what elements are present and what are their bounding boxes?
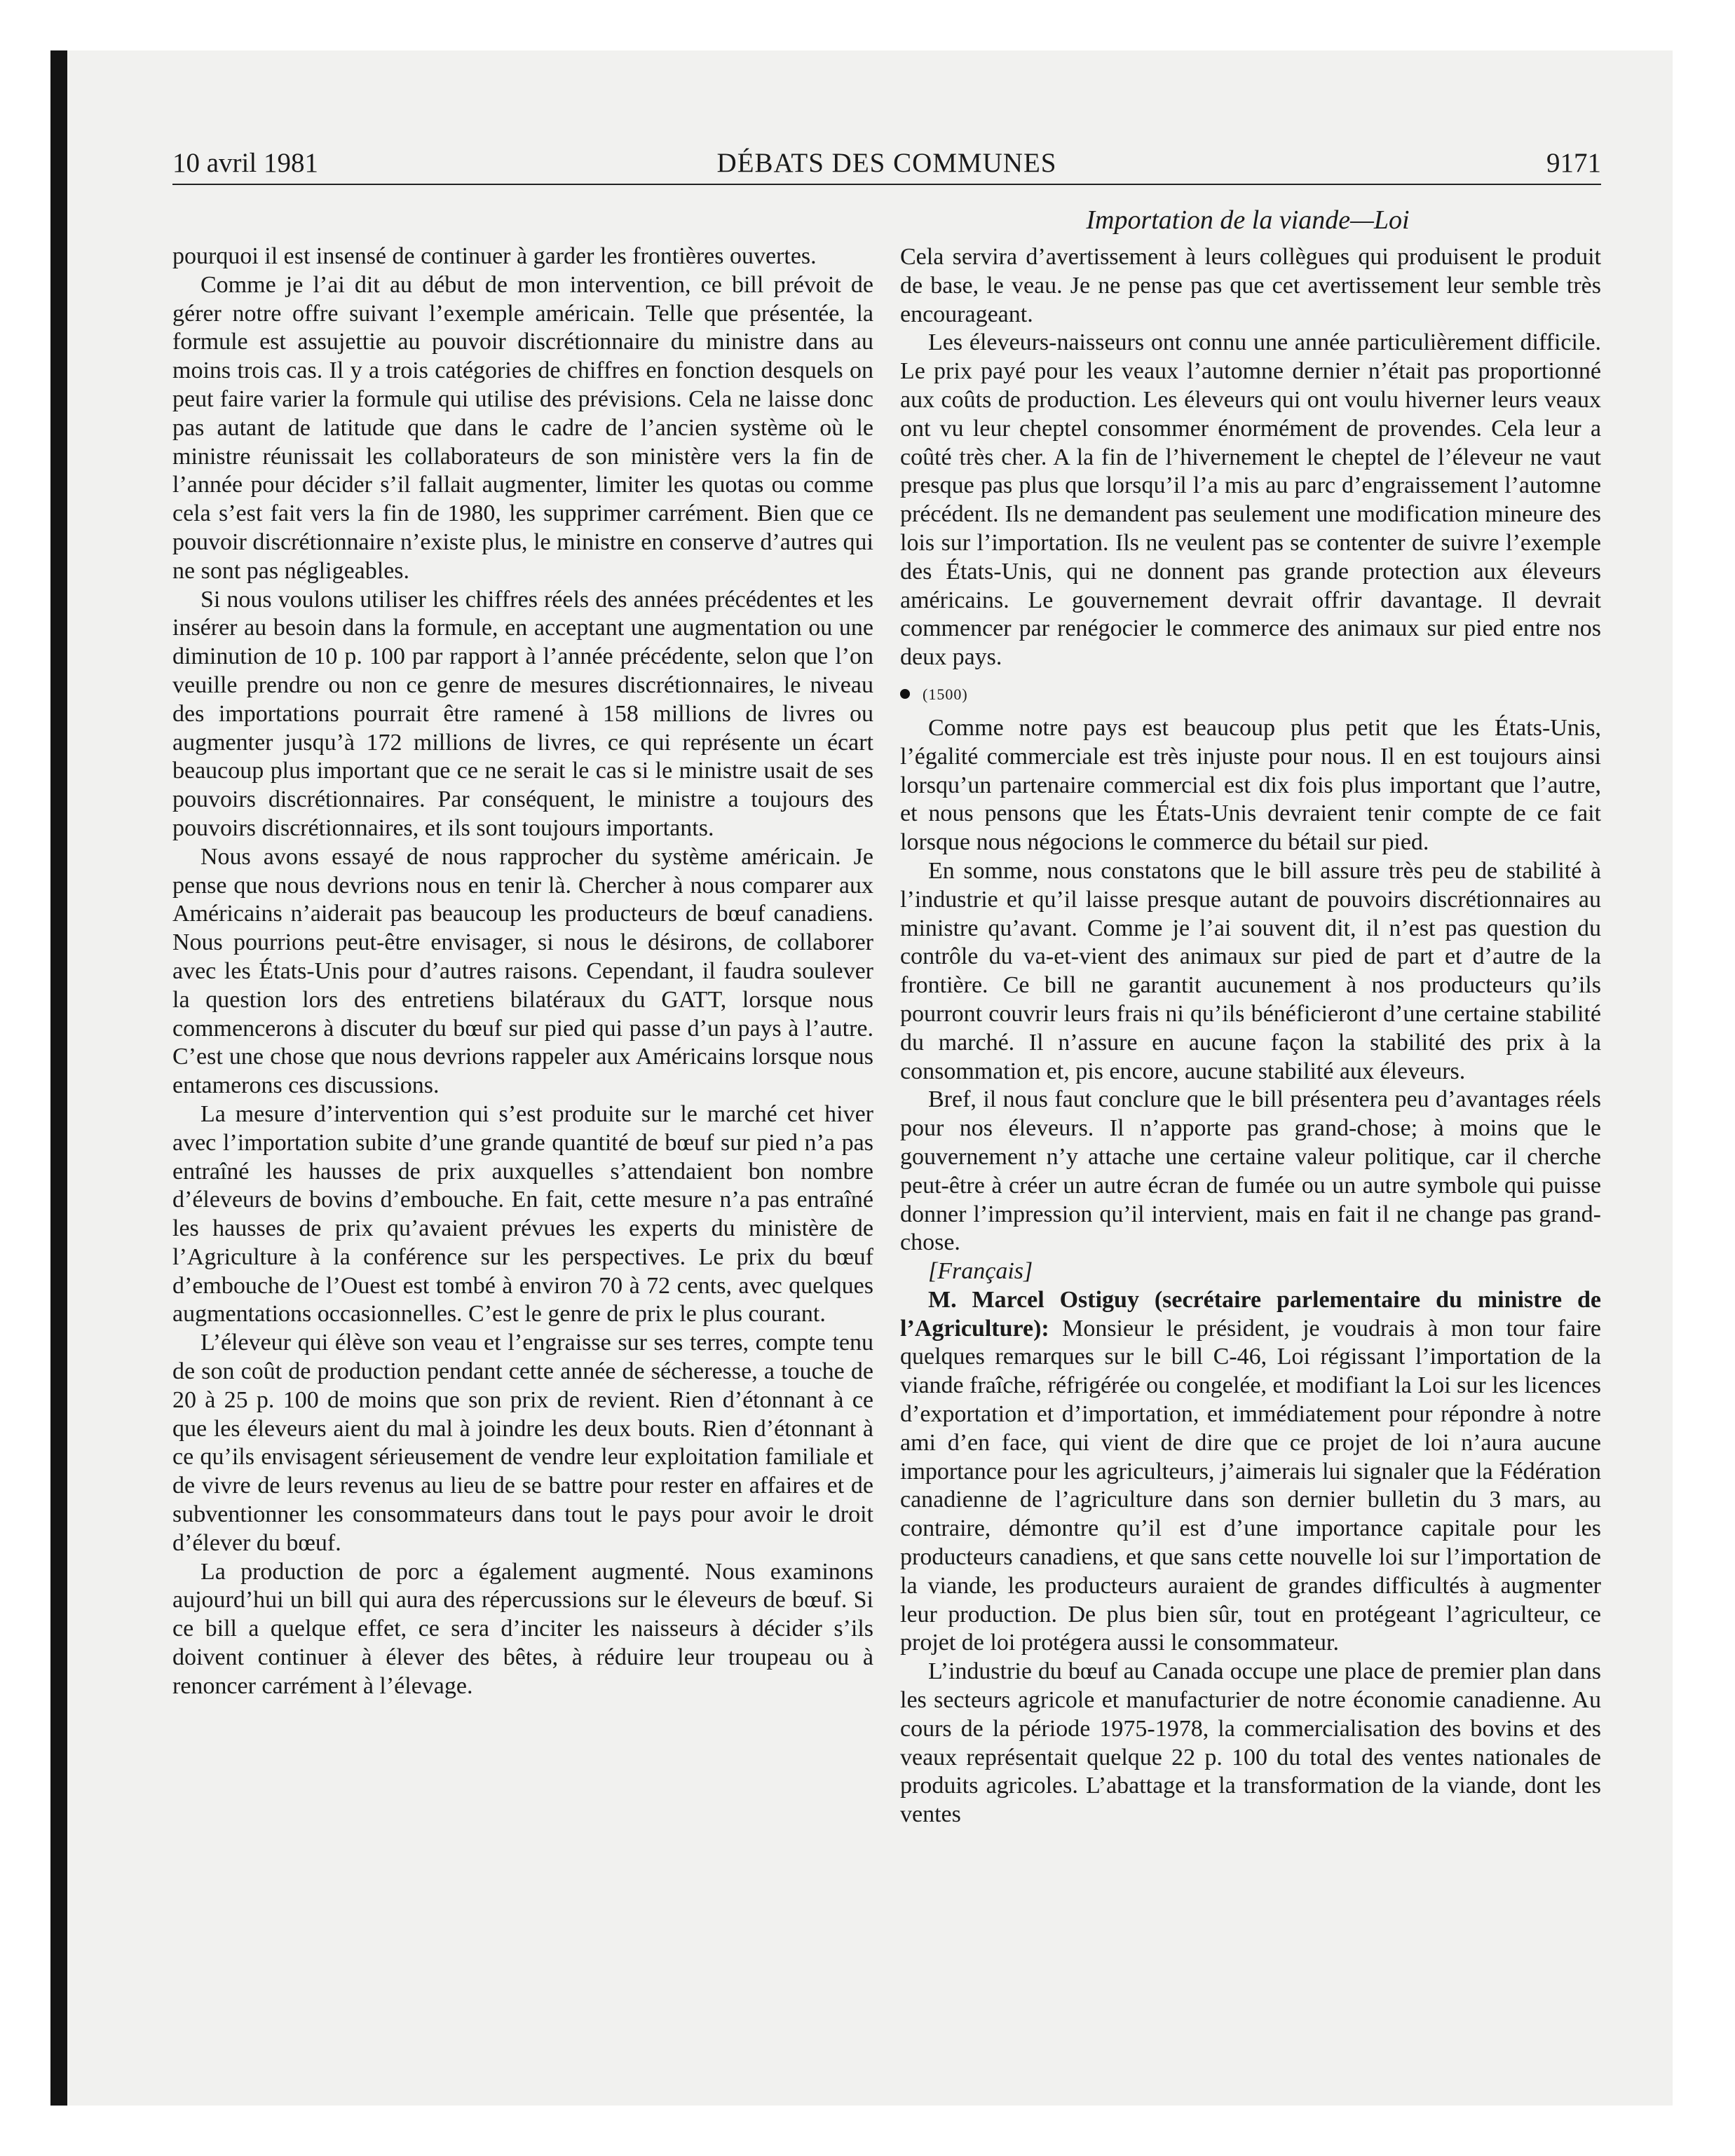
paragraph: Cela servira d’avertissement à leurs collègues qui produisent le produit de base, le veau. Je ne pense pas que cet avertissement leur semble très encourageant. [900, 244, 1601, 327]
paragraph: pourquoi il est insensé de continuer à garder les frontières ouvertes. [172, 243, 817, 269]
paragraph: Comme notre pays est beaucoup plus petit que les États-Unis, l’égalité commerciale est très injuste pour nous. Il en est toujours ainsi lorsqu’un partenaire commercial est dix fois plus important que l’autre, et nous pensons que les États-Unis devraient tenir compte de ce fait lorsque nous négocions le commerce du bétail sur pied. [900, 714, 1601, 856]
running-title: Importation de la viande—Loi [1086, 205, 1410, 235]
paragraph: Nous avons essayé de nous rapprocher du système américain. Je pense que nous devrions nous en tenir là. Chercher à nous comparer aux Américains n’aiderait pas beaucoup les producteurs de bœuf canadiens. Nous pourrions peut-être envisager, si nous le désirons, de collaborer avec les États-Unis pour d’autres raisons. Cependant, il faudra soulever la question lors des entretiens bilatéraux du GATT, lorsque nous commencerons à discuter du bœuf sur pied qui passe d’un pays à l’autre. C’est une chose que nous devrions rappeler aux Américains lorsque nous entamerons ces discussions. [172, 843, 873, 1099]
paragraph: Les éleveurs-naisseurs ont connu une année particulièrement difficile. Le prix payé pour les veaux l’automne dernier n’était pas proportionné aux coûts de production. Les éleveurs qui ont voulu hiverner leurs veaux ont vu leur cheptel consommer énormément de provendes. Cela leur a coûté très cher. A la fin de l’hivernement le cheptel de l’éleveur ne vaut presque pas plus que lorsqu’il l’a mis au parc d’engraissement l’automne précédent. Ils ne demandent pas seulement une modification mineure des lois sur l’importation. Ils ne veulent pas se contenter de suivre l’exemple des États-Unis, qui ne donnent pas grande protection aux éleveurs américains. Le gouvernement devrait offrir davantage. Il devrait commencer par renégocier le commerce des animaux sur pied entre nos deux pays. [900, 329, 1601, 671]
paragraph: L’éleveur qui élève son veau et l’engraisse sur ses terres, compte tenu de son coût de production pendant cette année de sécheresse, a touche de 20 à 25 p. 100 de moins que son prix de revient. Rien d’étonnant à ce que les éleveurs aient du mal à joindre les deux bouts. Rien d’étonnant à ce qu’ils envisagent sérieusement de vendre leur exploitation familiale et de vivre de leurs revenus au lieu de se battre pour rester en affaires et de subventionner les consommateurs dans tout le pays pour avoir le droit d’élever du bœuf. [172, 1330, 873, 1556]
header-date: 10 avril 1981 [172, 148, 318, 178]
paragraph: Comme je l’ai dit au début de mon intervention, ce bill prévoit de gérer notre offre suivant l’exemple américain. Telle que présentée, la formule est assujettie au pouvoir discrétionnaire du ministre dans au moins trois cas. Il y a trois catégories de chiffres en fonction desquels on peut faire varier la formule qui utilise des prévisions. Cela ne laisse donc pas autant de latitude que dans le cadre de l’ancien système où le ministre réunissait les collaborateurs de son ministère vers la fin de l’année pour décider s’il fallait augmenter, limiter les quotas ou comme cela s’est fait vers la fin de 1980, les supprimer carrément. Bien que ce pouvoir discrétionnaire n’existe plus, le ministre en conserve d’autres qui ne sont pas négligeables. [172, 271, 873, 584]
bullet-dot-icon [900, 689, 910, 699]
time-marker-label: (1500) [923, 685, 968, 703]
header-title: DÉBATS DES COMMUNES [716, 148, 1057, 178]
language-note: [Français] [928, 1258, 1033, 1285]
paragraph: En somme, nous constatons que le bill assure très peu de stabilité à l’industrie et qu’il laisse presque autant de pouvoirs discrétionnaires au ministre qu’avant. Comme je l’ai souvent dit, il n’est pas question du contrôle du va-et-vient des animaux sur pied de part et d’autre de la frontière. Ce bill ne garantit aucunement à nos producteurs qu’ils pourront couvrir leurs frais ni qu’ils bénéficieront d’une certaine stabilité du marché. Il n’assure en aucune façon la stabilité des prix à la consommation et, pis encore, aucune stabilité aux éleveurs. [900, 857, 1601, 1084]
speaker-paragraph [900, 1286, 1601, 1658]
header-rule [172, 184, 1601, 185]
paragraph: L’industrie du bœuf au Canada occupe une place de premier plan dans les secteurs agricole et manufacturier de notre économie canadienne. Au cours de la période 1975-1978, la commercialisation des bovins et des veaux représentait quelque 22 p. 100 du total des ventes nationales de produits agricoles. L’abattage et la transformation de la viande, dont les ventes [900, 1658, 1601, 1828]
paragraph: Si nous voulons utiliser les chiffres réels des années précédentes et les insérer au besoin dans la formule, en acceptant une augmentation ou une diminution de 10 p. 100 par rapport à l’année précédente, selon que l’on veuille prendre ou non ce genre de mesures discrétionnaires, le niveau des importations pourrait être ramené à 158 millions de livres ou augmenter jusqu’à 172 millions de livres, ce qui représente un écart beaucoup plus important que ce ne serait le cas si le ministre usait de ses pouvoirs discrétionnaires. Par conséquent, le ministre a toujours des pouvoirs discrétionnaires, et ils sont toujours importants. [172, 586, 873, 841]
right-column [900, 243, 1601, 1829]
speaker-name: M. Marcel Ostiguy (secrétaire parlementaire du ministre de l’Agriculture): [900, 1286, 1601, 1342]
paragraph: Bref, il nous faut conclure que le bill présentera peu d’avantages réels pour nos éleveurs. Il n’apporte pas grand-chose; à moins que le gouvernement n’y attache une certaine valeur politique, car il cherche peut-être à créer un autre écran de fumée ou un autre symbole qui puisse donner l’impression qu’il intervient, mais en fait il ne change pas grand-chose. [900, 1086, 1601, 1256]
paragraph: La production de porc a également augmenté. Nous examinons aujourd’hui un bill qui aura des répercussions sur le éleveurs de bœuf. Si ce bill a quelque effet, ce sera d’inciter les naisseurs à décider s’ils doivent continuer à élever des bêtes, à réduire leur troupeau ou à renoncer carrément à l’élevage. [172, 1558, 873, 1699]
speaker-text: Monsieur le président, je voudrais à mon tour faire quelques remarques sur le bill C-46, Loi régissant l’importation de la viande fraîche, réfrigérée ou congelée, et modifiant la Loi sur les licences d’exportation et d’importation, et immédiatement pour répondre à notre ami d’en face, qui vient de dire que ce projet de loi n’aura aucune importance pour les agriculteurs, j’aimerais lui signaler que la Fédération canadienne de l’agriculture dans son dernier bulletin du 3 mars, au contraire, démontre qu’il est d’une importance capitale pour les producteurs canadiens, et que sans cette nouvelle loi sur l’importation de la viande, les producteurs auraient de grandes difficultés à augmenter leur production. De plus bien sûr, tout en protégeant l’agriculteur, ce projet de loi protégera aussi le consommateur. [900, 1315, 1601, 1656]
left-column [172, 243, 873, 1701]
header-page-number: 9171 [1546, 148, 1601, 178]
scan-edge [50, 50, 67, 2106]
paragraph: La mesure d’intervention qui s’est produite sur le marché cet hiver avec l’importation subite d’une grande quantité de bœuf sur pied n’a pas entraîné les hausses de prix auxquelles s’attendaient bon nombre d’éleveurs de bovins d’embouche. En fait, cette mesure n’a pas entraîné les hausses de prix qu’avaient prévues les experts du ministère de l’Agriculture à la conférence sur les perspectives. Le prix du bœuf d’embouche de l’Ouest est tombé à environ 70 à 72 cents, avec quelques augmentations occasionnelles. C’est le genre de prix le plus courant. [172, 1100, 873, 1328]
page-header [172, 147, 1601, 189]
time-marker [900, 681, 1601, 709]
